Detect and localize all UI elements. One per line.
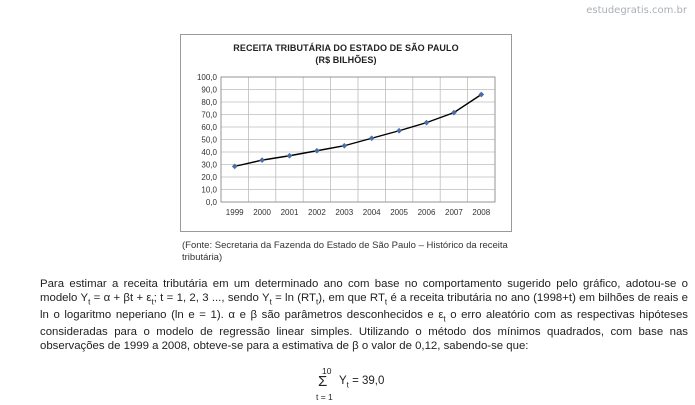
subscript: t [269, 297, 272, 307]
x-tick-label: 2007 [445, 208, 463, 217]
y-tick-label: 20,0 [201, 173, 217, 182]
x-tick-label: 2003 [335, 208, 354, 217]
y-tick-label: 70,0 [201, 110, 217, 120]
y-tick-label: 100,0 [196, 73, 217, 82]
sigma-symbol: Σ [318, 373, 328, 390]
paragraph-text-1: Para estimar a receita tributária em um determinado ano com base no comportamento sugerido pelo gráfico, adotou-se o modelo [40, 278, 688, 304]
subscript: t [88, 297, 91, 307]
problem-paragraph [40, 278, 688, 354]
y-tick-label: 50,0 [201, 135, 217, 145]
data-point [342, 143, 347, 148]
data-point [397, 128, 402, 133]
data-point [314, 148, 319, 153]
x-tick-label: 2000 [253, 208, 271, 217]
y-tick-label: 10,0 [201, 185, 217, 195]
chart-plot [181, 35, 511, 231]
data-point [287, 153, 292, 158]
x-tick-label: 2008 [472, 208, 491, 217]
paragraph-text-2: Y [80, 291, 89, 304]
chart-subtitle: (R$ BILHÕES) [315, 55, 377, 65]
sum-subscript: t [346, 380, 349, 390]
chart-container [180, 34, 512, 232]
data-point [424, 120, 429, 125]
paragraph-text-3: = α + βt + ε [90, 291, 152, 304]
y-tick-label: 90,0 [201, 85, 217, 95]
subscript: t [316, 297, 319, 307]
data-point [260, 158, 265, 163]
paragraph-text-8: o erro aleatório com as respectivas hipóteses consideradas para o modelo de regressão linear simples. Utilizando o método dos mínimos quadrados, com base nas observações de 1999 a 2008, obteve-se para a estimativa de β o valor de 0,12, sabendo-se que: [40, 309, 688, 353]
sum-upper-limit: 10 [322, 366, 332, 376]
sum-value: = 39,0 [348, 375, 385, 387]
subscript: t [443, 314, 446, 324]
y-tick-label: 40,0 [201, 148, 217, 157]
summation-formula [316, 366, 436, 404]
data-point [369, 136, 374, 141]
paragraph-text-4: ; t = 1, 2, 3 ..., sendo Y [153, 291, 270, 304]
y-tick-label: 60,0 [201, 123, 217, 132]
y-tick-label: 80,0 [201, 98, 217, 107]
watermark: estudegratis.com.br [586, 5, 687, 16]
x-tick-label: 2002 [308, 208, 326, 217]
x-tick-label: 2004 [362, 208, 381, 217]
paragraph-text-5: = ln (RT [271, 291, 316, 304]
y-tick-label: 30,0 [201, 160, 217, 170]
sum-expression [339, 375, 384, 389]
paragraph-text-6: ), em que RT [318, 291, 385, 304]
subscript: t [384, 297, 388, 307]
subscript: t [151, 297, 154, 307]
sum-variable: Y [339, 375, 347, 387]
x-tick-label: 2001 [280, 208, 299, 217]
x-tick-label: 2006 [417, 208, 436, 217]
y-tick-label: 0,0 [205, 198, 217, 207]
x-tick-label: 1999 [225, 208, 244, 217]
paragraph-text-7: é a receita tributária no ano (1998+t) em bilhões de reais e ln o logaritmo neperiano (ln e = 1). α e β são parâmetros desconhecidos e ε [40, 291, 689, 322]
x-tick-label: 2005 [390, 208, 408, 217]
source-caption: (Fonte: Secretaria da Fazenda do Estado de São Paulo – Histórico da receita tributária) [182, 240, 508, 263]
sum-lower-limit: t = 1 [316, 392, 333, 402]
chart-title: RECEITA TRIBUTÁRIA DO ESTADO DE SÃO PAULO [233, 43, 459, 53]
